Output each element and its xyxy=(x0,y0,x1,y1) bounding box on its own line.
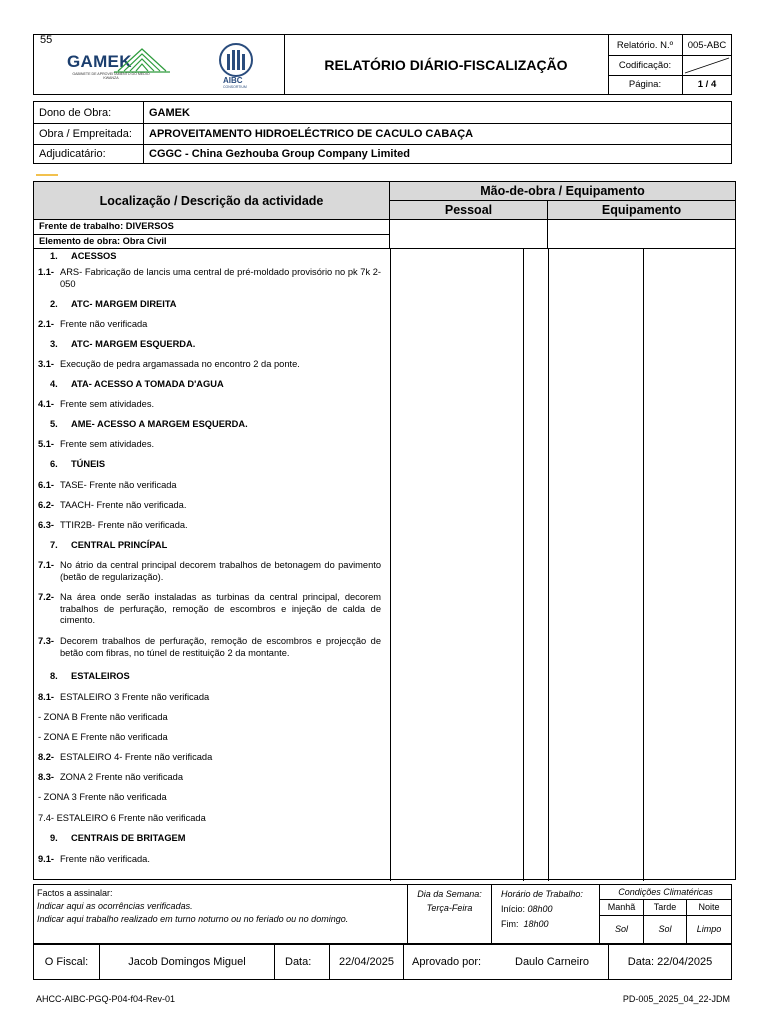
activity-number: 8.1- xyxy=(38,692,55,702)
activity-text: Frente sem atividades. xyxy=(60,399,155,409)
activity-text: Frente não verificada xyxy=(60,319,148,329)
contractor-row xyxy=(34,144,731,163)
activity-subitem: - ZONA B Frente não verificada xyxy=(38,712,168,722)
activity-subitem: 7.4- ESTALEIRO 6 Frente não verificada xyxy=(38,813,206,823)
activity-subitem: - ZONA 3 Frente não verificada xyxy=(38,792,167,802)
report-title: RELATÓRIO DIÁRIO-FISCALIZAÇÃO xyxy=(284,35,609,94)
approved-name: Daulo Carneiro xyxy=(496,945,609,979)
gamek-logo-subtext: GABINETE DE APROVEITAMENTO DO MÉDIO KWANZA xyxy=(72,72,150,80)
activity-item xyxy=(38,267,381,290)
work-label: Obra / Empreitada: xyxy=(34,123,144,144)
inspector-label: O Fiscal: xyxy=(34,945,100,979)
activity-number: 8.3- xyxy=(38,772,55,782)
document-code: PD-005_2025_04_22-JDM xyxy=(622,994,730,1004)
work-row xyxy=(34,123,731,145)
activity-item xyxy=(38,636,381,659)
approved-label: Aprovado por: xyxy=(412,956,482,968)
activity-number: 1.1- xyxy=(38,267,55,277)
activity-item xyxy=(38,520,381,532)
page-value: 1 / 4 xyxy=(697,79,717,90)
section-number: 4. xyxy=(50,379,58,389)
approved-date: Data: 22/04/2025 xyxy=(627,956,713,968)
activity-text: ESTALEIRO 3 Frente não verificada xyxy=(60,692,210,702)
owner-row xyxy=(34,102,731,124)
activity-item xyxy=(38,560,381,583)
divider-equipment xyxy=(643,249,644,881)
logos-area xyxy=(34,35,285,94)
activity-item xyxy=(38,439,381,451)
activity-item xyxy=(38,692,381,704)
section-number: 1. xyxy=(50,251,58,261)
activity-text: Na área onde serão instaladas as turbinas da central principal, decorem trabalhos de perfuração, remoção de escombros e injeção de calda de cimento. xyxy=(60,592,381,625)
divider-personnel-b xyxy=(548,249,549,881)
activity-item xyxy=(38,480,381,492)
section-heading xyxy=(38,379,381,391)
aibc-logo-icon xyxy=(217,42,255,78)
section-title: ATC- MARGEM ESQUERDA. xyxy=(71,339,196,349)
activity-number: 6.1- xyxy=(38,480,55,490)
activity-number: 7.3- xyxy=(38,636,55,646)
activity-number: 9.1- xyxy=(38,854,55,864)
equipment-column-header: Equipamento xyxy=(548,201,735,220)
report-number-value: 005-ABC xyxy=(687,39,727,51)
activity-table xyxy=(33,181,736,880)
activity-number: 8.2- xyxy=(38,752,55,762)
facts-section xyxy=(34,885,408,943)
section-number: 6. xyxy=(50,459,58,469)
activity-text: Decorem trabalhos de perfuração, remoção de escombros e projecção de betão com fibras, no túnel de restituição 2 da montante. xyxy=(60,636,381,658)
work-front: Frente de trabalho: DIVERSOS xyxy=(34,220,390,235)
activity-text: TASE- Frente não verificada xyxy=(60,480,177,490)
code-value xyxy=(682,55,732,75)
activity-number: 5.1- xyxy=(38,439,55,449)
activity-number: 2.1- xyxy=(38,319,55,329)
personnel-top-cell xyxy=(390,220,548,249)
section-heading xyxy=(38,299,381,311)
schedule-label: Horário de Trabalho: xyxy=(501,889,583,899)
report-footer xyxy=(33,884,732,944)
section-title: ACESSOS xyxy=(71,251,117,261)
section-title: ESTALEIROS xyxy=(71,671,130,681)
activity-number: 6.2- xyxy=(38,500,55,510)
section-heading xyxy=(38,833,381,845)
section-heading xyxy=(38,540,381,552)
climate-section xyxy=(600,885,731,943)
section-number: 2. xyxy=(50,299,58,309)
section-heading xyxy=(38,459,381,471)
activity-item xyxy=(38,399,381,411)
activity-number: 7.2- xyxy=(38,592,55,602)
work-value: APROVEITAMENTO HIDROELÉCTRICO DE CACULO CABAÇA xyxy=(149,127,474,140)
activity-number: 7.1- xyxy=(38,560,55,570)
section-title: ATA- ACESSO A TOMADA D'AGUA xyxy=(71,379,224,389)
inspector-name: Jacob Domingos Miguel xyxy=(100,945,275,979)
activity-text: ZONA 2 Frente não verificada xyxy=(60,772,183,782)
aibc-logo-subtext: CONSORTIUM xyxy=(223,85,247,89)
weekday-section xyxy=(408,885,492,943)
schedule-section xyxy=(492,885,600,943)
activity-item xyxy=(38,592,381,627)
night-value: Limpo xyxy=(696,924,722,934)
code-label: Codificação: xyxy=(608,55,683,75)
activity-item xyxy=(38,319,381,331)
page-number: 55 xyxy=(40,34,53,46)
owner-label: Dono de Obra: xyxy=(34,102,144,123)
activity-text: ESTALEIRO 4- Frente não verificada xyxy=(60,752,213,762)
end-value: 18h00 xyxy=(523,919,549,929)
facts-line-2: Indicar aqui trabalho realizado em turno noturno ou no feriado ou no domingo. xyxy=(37,914,349,924)
section-number: 8. xyxy=(50,671,58,681)
morning-label: Manhã xyxy=(600,900,644,916)
page-label: Página: xyxy=(608,75,683,94)
activity-number: 4.1- xyxy=(38,399,55,409)
report-number-row xyxy=(608,35,731,56)
activity-text: TTIR2B- Frente não verificada. xyxy=(60,520,188,530)
equipment-top-cell xyxy=(548,220,735,249)
personnel-column-header: Pessoal xyxy=(390,201,548,220)
activity-item xyxy=(38,854,381,866)
activity-item xyxy=(38,772,381,784)
activity-text: Frente sem atividades. xyxy=(60,439,155,449)
section-title: AME- ACESSO A MARGEM ESQUERDA. xyxy=(71,419,248,429)
weekday-value: Terça-Feira xyxy=(426,903,473,913)
workforce-column-header: Mão-de-obra / Equipamento xyxy=(390,182,735,201)
section-title: CENTRAL PRINCÍPAL xyxy=(71,540,168,550)
section-title: ATC- MARGEM DIREITA xyxy=(71,299,177,309)
section-number: 9. xyxy=(50,833,58,843)
activity-text: Execução de pedra argamassada no encontro 2 da ponte. xyxy=(60,359,300,369)
activity-item xyxy=(38,500,381,512)
section-heading xyxy=(38,419,381,431)
aibc-logo-text: AIBC xyxy=(223,76,243,85)
end-label: Fim: xyxy=(501,919,519,929)
section-heading xyxy=(38,671,381,683)
code-diagonal-line xyxy=(683,56,731,74)
section-heading xyxy=(38,339,381,351)
work-element: Elemento de obra: Obra Civil xyxy=(34,235,390,249)
facts-line-1: Indicar aqui as ocorrências verificadas. xyxy=(37,901,193,911)
page-row xyxy=(608,75,731,94)
activity-number: 3.1- xyxy=(38,359,55,369)
section-number: 3. xyxy=(50,339,58,349)
section-number: 5. xyxy=(50,419,58,429)
activity-text: ARS- Fabricação de lancis uma central de pré-moldado provisório no pk 7k 2-050 xyxy=(60,267,381,289)
report-header xyxy=(33,34,732,95)
afternoon-label: Tarde xyxy=(644,900,687,916)
section-number: 7. xyxy=(50,540,58,550)
contractor-label: Adjudicatário: xyxy=(34,144,144,163)
signature-row xyxy=(33,944,732,980)
report-number-label: Relatório. N.º xyxy=(608,35,683,55)
code-row xyxy=(608,55,731,76)
activity-number: 6.3- xyxy=(38,520,55,530)
gamek-logo-text: GAMEK xyxy=(67,52,132,71)
morning-value: Sol xyxy=(600,916,644,943)
project-info xyxy=(33,101,732,164)
owner-value: GAMEK xyxy=(149,106,190,119)
afternoon-value: Sol xyxy=(644,916,687,943)
activity-text: No átrio da central principal decorem trabalhos de betonagem do pavimento (betão de regularização). xyxy=(60,560,381,582)
activity-subitem: - ZONA E Frente não verificada xyxy=(38,732,168,742)
date-label: Data: xyxy=(275,945,330,979)
activity-item xyxy=(38,752,381,764)
activity-item xyxy=(38,359,381,371)
section-heading xyxy=(38,251,381,263)
facts-label: Factos a assinalar: xyxy=(37,888,113,898)
start-label: Início: xyxy=(501,904,526,914)
accent-mark xyxy=(36,174,58,176)
activity-text: Frente não verificada. xyxy=(60,854,150,864)
form-code: AHCC-AIBC-PGQ-P04-f04-Rev-01 xyxy=(36,994,176,1004)
gamek-dam-icon xyxy=(114,45,170,75)
contractor-value: CGGC - China Gezhouba Group Company Limited xyxy=(149,147,410,160)
location-column-header: Localização / Descrição da actividade xyxy=(34,182,390,220)
divider-personnel-a xyxy=(523,249,524,881)
section-title: CENTRAIS DE BRITAGEM xyxy=(71,833,186,843)
weekday-label: Dia da Semana: xyxy=(417,889,482,899)
start-value: 08h00 xyxy=(527,904,553,914)
divider-location xyxy=(390,249,391,881)
night-label: Noite xyxy=(687,900,731,916)
activities-list xyxy=(34,249,390,881)
activity-text: TAACH- Frente não verificada. xyxy=(60,500,187,510)
section-title: TÚNEIS xyxy=(71,459,106,469)
climate-label: Condições Climatéricas xyxy=(600,885,731,900)
date-value: 22/04/2025 xyxy=(330,945,404,979)
